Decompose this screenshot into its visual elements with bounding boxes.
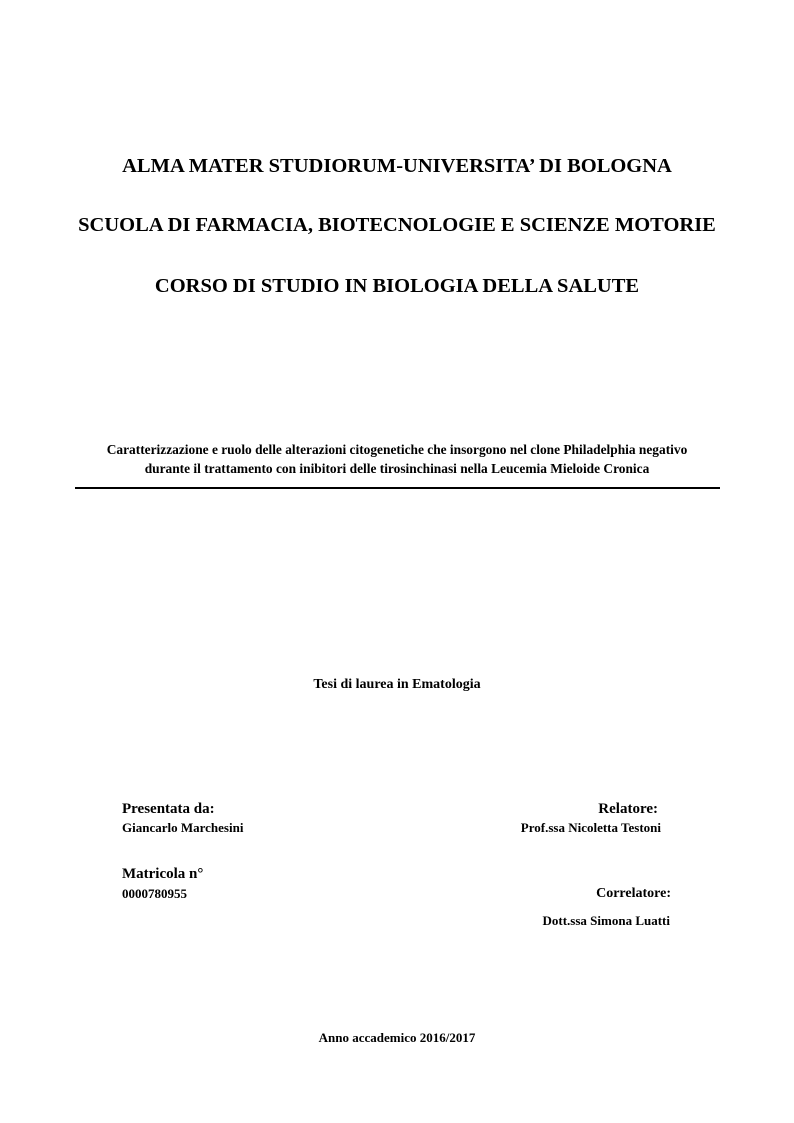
thesis-title-line-1: Caratterizzazione e ruolo delle alterazioni citogenetiche che insorgono nel clone Philadelphia negativo bbox=[106, 442, 688, 457]
presented-by-label: Presentata da: bbox=[122, 801, 215, 817]
thesis-type: Tesi di laurea in Ematologia bbox=[313, 677, 481, 692]
university-title: ALMA MATER STUDIORUM-UNIVERSITA’ DI BOLOGNA bbox=[122, 155, 672, 177]
correlatore-label: Correlatore: bbox=[596, 886, 671, 901]
title-divider bbox=[75, 487, 720, 489]
correlatore-name: Dott.ssa Simona Luatti bbox=[542, 913, 670, 928]
course-title: CORSO DI STUDIO IN BIOLOGIA DELLA SALUTE bbox=[154, 275, 640, 297]
relatore-name: Prof.ssa Nicoletta Testoni bbox=[520, 820, 661, 835]
academic-year: Anno accademico 2016/2017 bbox=[318, 1030, 476, 1045]
matricola-number: 0000780955 bbox=[122, 886, 187, 901]
school-title: SCUOLA DI FARMACIA, BIOTECNOLOGIE E SCIENZE MOTORIE bbox=[78, 214, 716, 236]
thesis-title-line-2: durante il trattamento con inibitori delle tirosinchinasi nella Leucemia Mieloide Cronica bbox=[144, 461, 650, 476]
relatore-label: Relatore: bbox=[598, 801, 658, 817]
matricola-label: Matricola n° bbox=[122, 866, 204, 882]
student-name: Giancarlo Marchesini bbox=[122, 820, 244, 835]
